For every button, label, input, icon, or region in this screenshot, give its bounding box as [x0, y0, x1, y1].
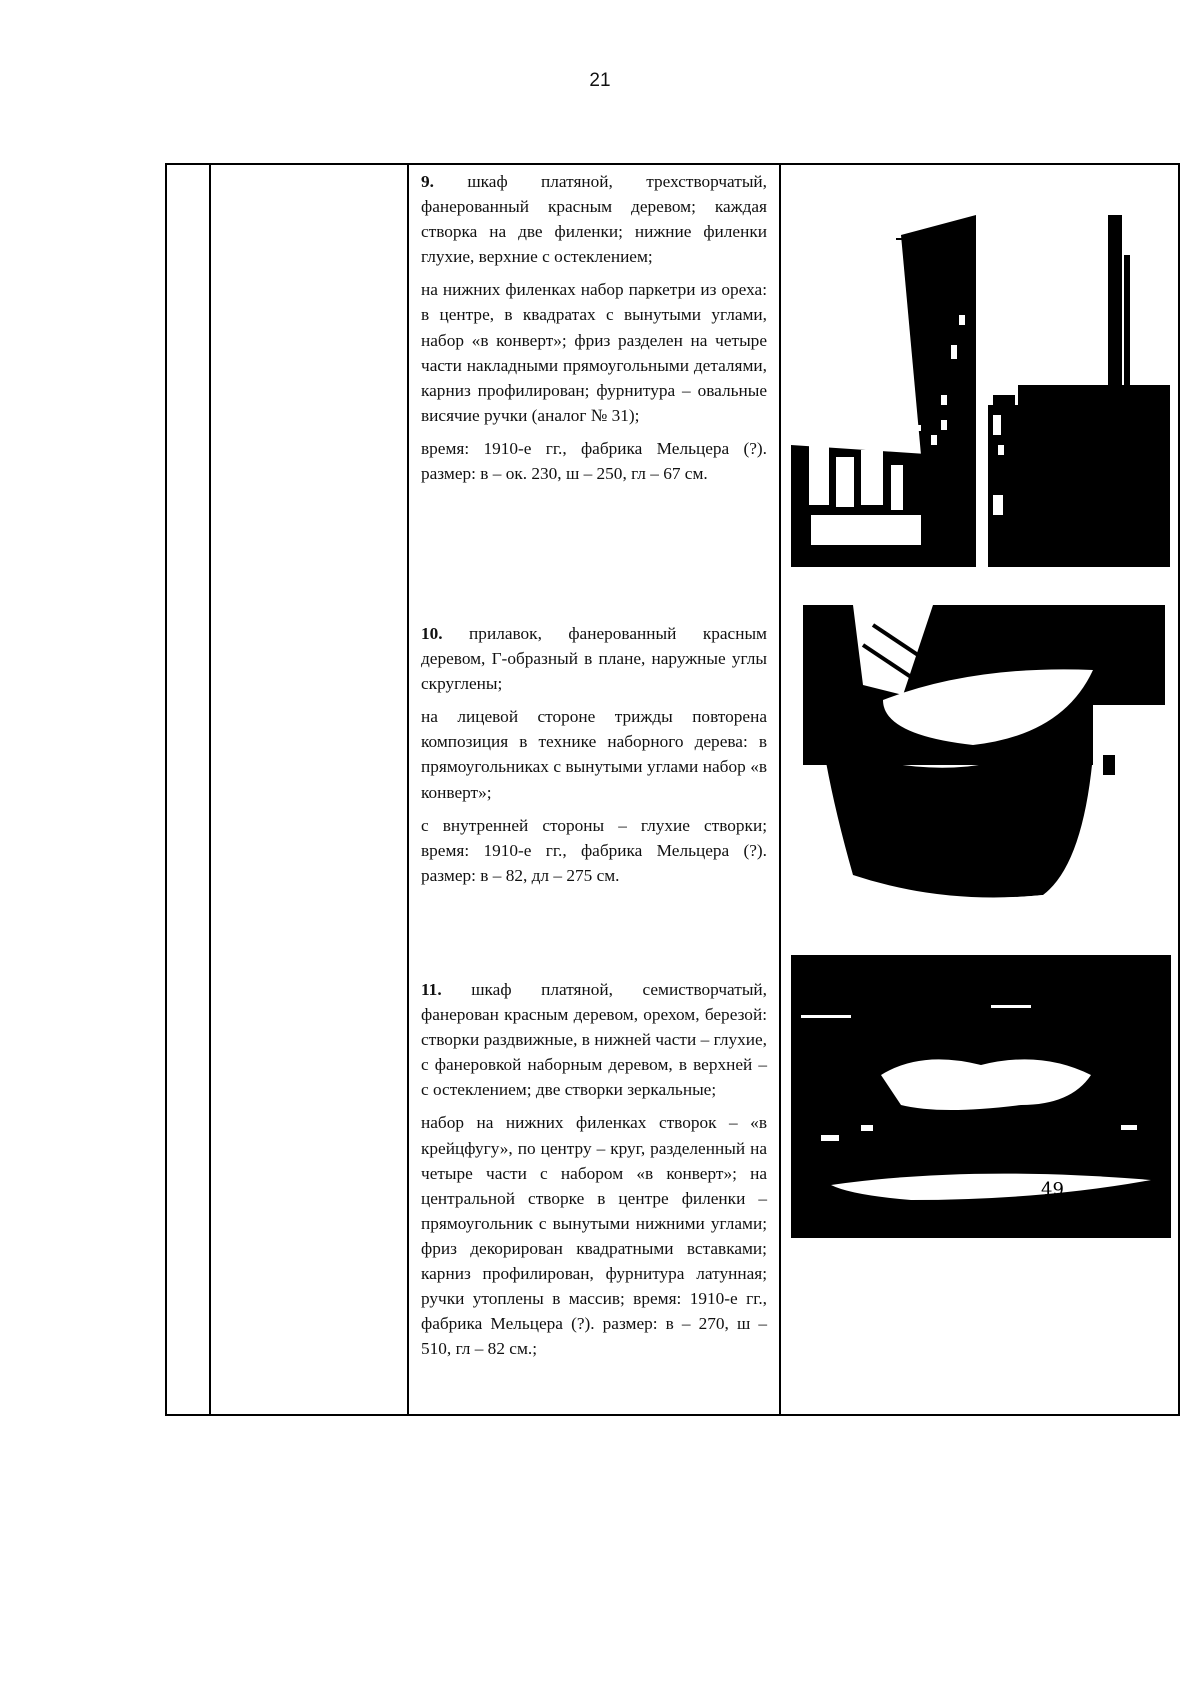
wardrobe-photo-right — [988, 195, 1170, 567]
entry-11-description — [409, 973, 779, 1361]
entry-10-paragraph-3: с внутренней стороны – глухие створки; время: 1910-е гг., фабрика Мельцера (?). размер: в – 82, дл – 275 см. — [421, 815, 767, 885]
entry-9-description — [409, 165, 779, 617]
entry-11-paragraph-1 — [421, 977, 767, 1102]
table-row — [166, 164, 1179, 1415]
description-column-cell — [408, 164, 780, 1415]
entry-text: прилавок, фанерованный красным деревом, Г-образный в плане, наружные углы скруглены; — [421, 624, 767, 694]
entry-9-paragraph-2: на нижних филенках набор паркетри из ореха: в центре, в квадратах с вынутыми углами, набор «в конверт»; фриз разделен на четыре части накладными прямоугольными деталями, карниз профилирован; фурнитура – овальные висячие ручки (аналог № 31); — [421, 280, 767, 425]
entry-9-paragraph-1 — [421, 169, 767, 269]
name-column-cell — [210, 164, 408, 1415]
entry-number: 10. — [421, 624, 443, 643]
image-column-cell — [780, 164, 1179, 1415]
entry-number: 11. — [421, 980, 442, 999]
entry-10-description — [409, 617, 779, 973]
handwritten-mark: 49 — [1041, 1179, 1064, 1200]
wardrobe-photo-left — [791, 195, 976, 567]
entry-9-paragraph-3: время: 1910-е гг., фабрика Мельцера (?). размер: в – ок. 230, ш – 250, гл – 67 см. — [421, 438, 767, 484]
entry-text: шкаф платяной, семистворчатый, фанерован красным деревом, орехом, березой: створки раздвижные, в нижней части – глухие, с фанеровкой наборным деревом, в верхней – с остеклением; две створки зеркальные; — [421, 980, 767, 1100]
entry-10-paragraph-2: на лицевой стороне трижды повторена композиция в технике наборного дерева: в прямоугольниках с вынутыми углами набор «в конверт»; — [421, 707, 767, 802]
catalog-table — [165, 163, 1180, 1416]
counter-photo — [793, 605, 1165, 917]
number-column-cell — [166, 164, 210, 1415]
seven-door-wardrobe-photo — [791, 955, 1171, 1238]
entry-number: 9. — [421, 172, 434, 191]
page-number: 21 — [589, 70, 611, 91]
entry-10-paragraph-1 — [421, 621, 767, 696]
entry-11-paragraph-2: набор на нижних филенках створок – «в крейцфугу», по центру – круг, разделенный на четыре части с набором «в конверт»; на центральной створке в центре филенки – прямоугольник с вынутыми нижними углами; фриз декорирован квадратными вставками; карниз профилирован, фурнитура латунная; ручки утоплены в массив; время: 1910-е гг., фабрика Мельцера (?). размер: в – 270, ш – 510, гл – 82 см.; — [421, 1113, 767, 1359]
entry-text: шкаф платяной, трехстворчатый, фанерованный красным деревом; каждая створка на две филенки; нижние филенки глухие, верхние с остеклением; — [421, 172, 767, 267]
